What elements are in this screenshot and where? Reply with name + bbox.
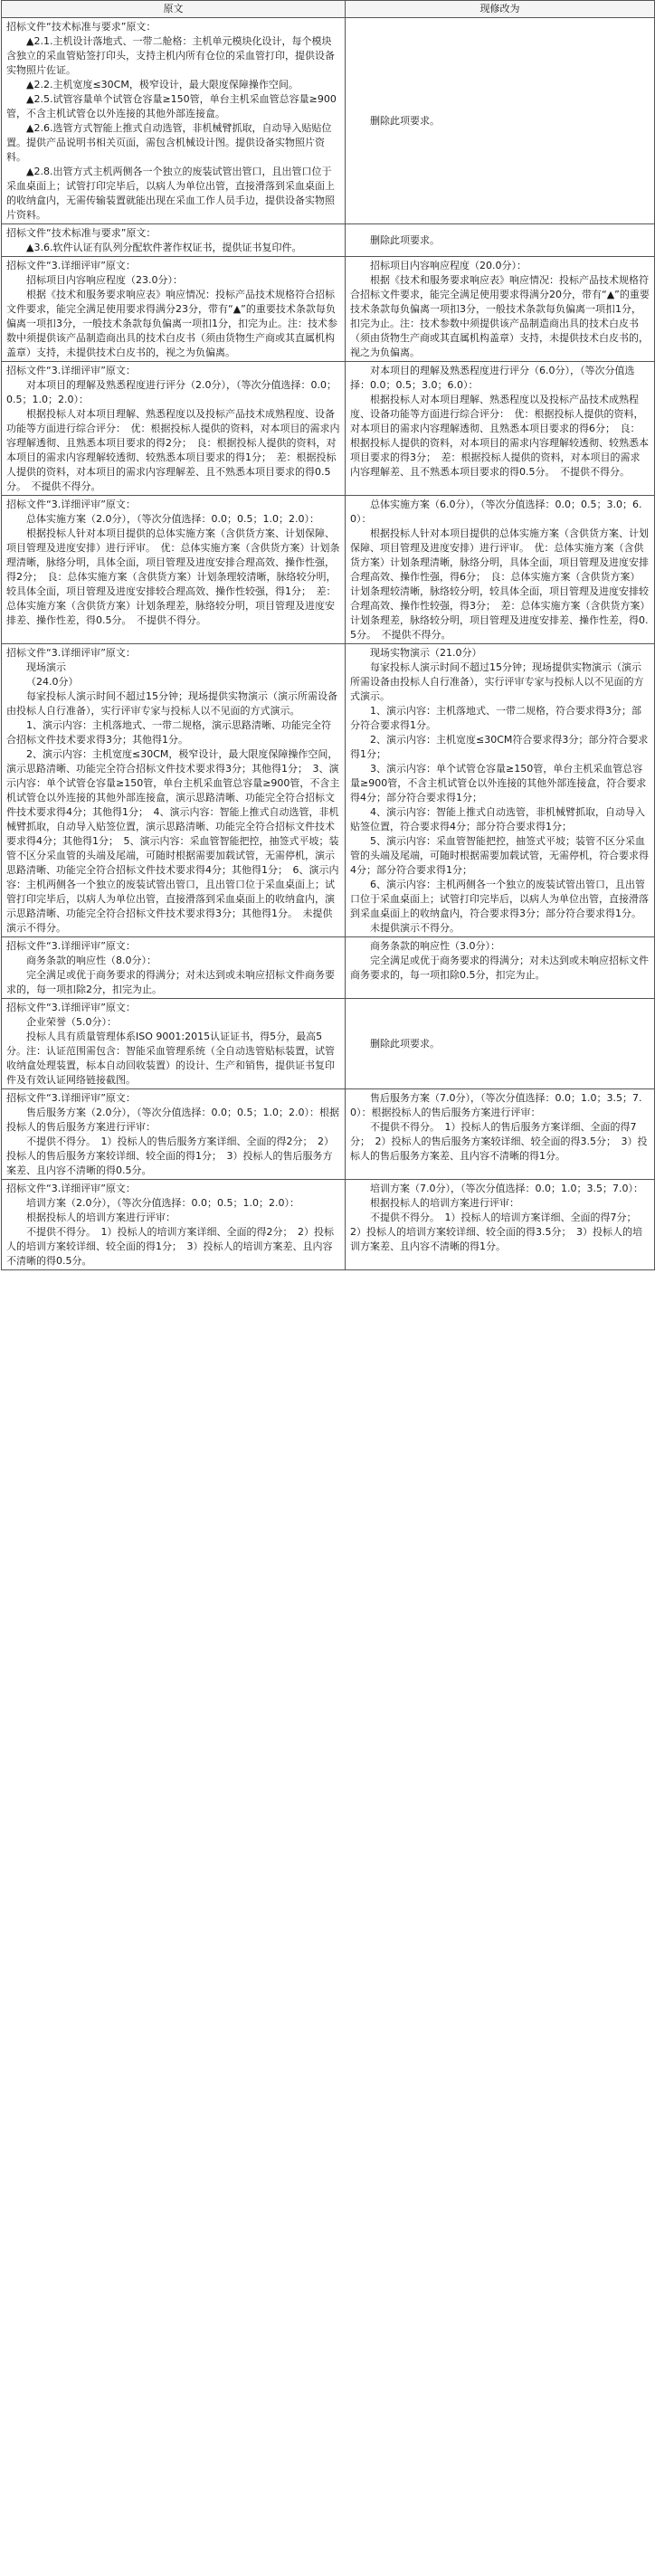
original-cell (2, 496, 346, 644)
original-cell (2, 937, 346, 999)
revised-paragraph: 根据投标人的培训方案进行评审： (370, 1197, 519, 1209)
original-paragraph: 招标文件“3.详细评审”原文： (6, 260, 136, 271)
table-row (2, 1180, 655, 1270)
revised-cell (346, 496, 655, 644)
original-cell (2, 362, 346, 496)
original-paragraph: ▲2.1.主机设计落地式、一带二舱格：主机单元模块化设计，每个模块含独立的采血管贴签打印头，支持主机内所有仓位的采血管打印，提供设备实物照片佐证。 (6, 35, 335, 76)
original-paragraph: 总体实施方案（2.0分），（等次分值选择：0.0；0.5；1.0；2.0）： (26, 513, 319, 525)
original-paragraph: 对本项目的理解及熟悉程度进行评分（2.0分），（等次分值选择：0.0；0.5；1.0；2.0）： (6, 379, 337, 405)
original-paragraph: 招标文件“技术标准与要求”原文： (6, 21, 157, 33)
original-paragraph: 招标文件“3.详细评审”原文： (6, 647, 136, 659)
original-paragraph: 1、演示内容：主机落地式、一带二规格，演示思路清晰、功能完全符合招标文件技术要求得3分；其他得1分。 (6, 719, 331, 746)
revised-paragraph: 根据投标人针对本项目提供的总体实施方案（含供货方案、计划保障、项目管理及进度安排）进行评审。 优：总体实施方案（含供货方案）计划条理清晰，脉络分明，具体全面，项目管理及进度安排合理高效、操作性强，得6分； 良：总体实施方案（含供货方案）计划条理较清晰，脉络较分明，较具体全面，项目管理及进度安排较合理高效、操作性较强，得3分； 差：总体实施方案（含供货方案）计划条理差，脉络较分明，项目管理及进度安排差、操作性差，得0.5分。 不提供不得分。 (350, 528, 649, 641)
original-paragraph: 招标文件“3.详细评审”原文： (6, 1002, 136, 1013)
original-paragraph: 每家投标人演示时间不超过15分钟；现场提供实物演示（演示所需设备由投标人自行准备），实行评审专家与投标人以不见面的方式演示。 (6, 690, 337, 717)
revised-paragraph: 完全满足或优于商务要求的得满分；对未达到或未响应招标文件商务要求的，每一项扣除0.5分，扣完为止。 (350, 955, 649, 981)
revised-paragraph: 培训方案（7.0分），（等次分值选择：0.0；1.0；3.5；7.0）： (370, 1183, 643, 1194)
revised-paragraph: 4、演示内容：智能上推式自动选管，非机械臂抓取，自动导入贴签位置，符合要求得4分；部分符合要求得1分； (350, 806, 645, 832)
table-row (2, 362, 655, 496)
original-paragraph: 企业荣誉（5.0分）： (26, 1016, 117, 1028)
revised-paragraph: 不提供不得分。 1）投标人的培训方案详细、全面的得7分； 2）投标人的培训方案较详细、较全面的得3.5分； 3）投标人的培训方案差、且内容不清晰的得1分。 (350, 1212, 642, 1252)
table-row (2, 496, 655, 644)
original-paragraph: 招标文件“3.详细评审”原文： (6, 940, 136, 952)
original-paragraph: 2、演示内容：主机宽度≤30CM，极窄设计，最大限度保障操作空间，演示思路清晰、功能完全符合招标文件技术要求得3分；其他得1分； 3、演示内容：单个试管仓容量≥150管，单台主机采血管总容量≥900管，不含主机试管仓以外连接的其他外部连接盒，演示思路清晰、功能完全符合招标文件技术要求得4分；其他得1分； 4、演示内容：智能上推式自动选管，非机械臂抓取，自动导入贴签位置，演示思路清晰、功能完全符合招标文件技术要求得4分；其他得1分； 5、演示内容：采血管智能把控，抽签式平坡；装管不区分采血管的头端及尾端，可随时根据需要加载试管，无需停机，演示思路清晰、功能完全符合招标文件技术要求得4分；其他得1分； 6、演示内容：主机两侧各一个独立的废装试管出管口，且出管口位于采血桌面上；试管打印完毕后，以病人为单位出管，直接滑落到采血桌面上的收纳盒内，演示思路清晰、功能完全符合招标文件技术要求得3分；其他得1分。 未提供演示不得分。 (6, 748, 340, 934)
revised-cell (346, 644, 655, 937)
revised-paragraph: 招标项目内容响应程度（20.0分）： (370, 260, 527, 271)
table-row (2, 1089, 655, 1180)
original-paragraph: ▲2.8.出管方式主机两侧各一个独立的废装试管出管口，且出管口位于采血桌面上；试管打印完毕后，以病人为单位出管，直接滑落到采血桌面上的收纳盒内，无需传输装置就能出现在采血工作人员手边，提供设备实物照片资料。 (6, 166, 335, 221)
revised-paragraph: 6、演示内容：主机两侧各一个独立的废装试管出管口，且出管口位于采血桌面上；试管打印完毕后，以病人为单位出管，直接滑落到采血桌面上的收纳盒内，符合要求得3分；部分符合要求得1分。 (350, 879, 649, 919)
table-row (2, 257, 655, 362)
revised-cell (346, 18, 655, 224)
revised-paragraph: 对本项目的理解及熟悉程度进行评分（6.0分），（等次分值选择：0.0；0.5；3.0；6.0）： (350, 365, 635, 391)
revised-paragraph: 不提供不得分。 1）投标人的售后服务方案详细、全面的得7分； 2）投标人的售后服务方案较详细、较全面的得3.5分； 3）投标人的售后服务方案差、且内容不清晰的得1分。 (350, 1121, 648, 1162)
revised-cell (346, 224, 655, 257)
revised-cell (346, 1180, 655, 1270)
original-paragraph: 根据《技术和服务要求响应表》响应情况：投标产品技术规格符合招标文件要求，能完全满足使用要求得满分23分，带有“▲”的重要技术条款每负偏离一项扣3分，一般技术条款每负偏离一项扣1分，扣完为止。注：技术参数中须提供该产品制造商出具的技术白皮书（须由货物生产商或其直属机构盖章）支持，未提供技术白皮书的，视之为负偏离。 (6, 289, 337, 358)
original-paragraph: ▲2.5.试管容量单个试管仓容量≥150管，单台主机采血管总容量≥900管，不含主机试管仓以外连接的其他外部连接盒。 (6, 93, 337, 119)
original-paragraph: 根据投标人的培训方案进行评审： (26, 1212, 176, 1223)
revised-cell (346, 362, 655, 496)
revised-paragraph: 2、演示内容：主机宽度≤30CM符合要求得3分；部分符合要求得1分； (350, 734, 649, 760)
revised-paragraph: 1、演示内容：主机落地式、一带二规格，符合要求得3分；部分符合要求得1分。 (350, 705, 641, 731)
original-paragraph: 不提供不得分。 1）投标人的售后服务方案详细、全面的得2分； 2）投标人的售后服务方案较详细、较全面的得1分； 3）投标人的售后服务方案差、且内容不清晰的得0.5分。 (6, 1136, 334, 1176)
header-original: 原文 (2, 1, 346, 18)
original-paragraph: ▲2.2.主机宽度≤30CM，极窄设计，最大限度保障操作空间。 (26, 79, 299, 90)
table-row (2, 999, 655, 1089)
original-paragraph: 根据投标人针对本项目提供的总体实施方案（含供货方案、计划保障、项目管理及进度安排）进行评审。 优：总体实施方案（含供货方案）计划条理清晰，脉络分明，具体全面，项目管理及进度安排合理高效、操作性强，得2分； 良：总体实施方案（含供货方案）计划条理较清晰，脉络较分明，较具体全面，项目管理及进度安排较合理高效、操作性较强，得1分； 差：总体实施方案（含供货方案）计划条理差，脉络较分明，项目管理及进度安排差、操作性差，得0.5分。 不提供不得分。 (6, 528, 340, 626)
revised-paragraph: 删除此项要求。 (370, 234, 440, 246)
original-paragraph: 现场演示 (26, 661, 66, 673)
revised-paragraph: 未提供演示不得分。 (370, 922, 460, 934)
original-paragraph: ▲3.6.软件认证有队列分配软件著作权证书，提供证书复印件。 (26, 242, 302, 253)
amendment-table (1, 0, 655, 1270)
original-paragraph: 投标人具有质量管理体系ISO 9001:2015认证证书，得5分，最高5分。注：认证范围需包含：智能采血管理系统（全自动选管贴标装置，试管收纳盒处理装置，标本自动回收装置）的设计、生产和销售，提供证书复印件及有效认证网络链接截图。 (6, 1031, 335, 1086)
revised-paragraph: 根据投标人对本项目理解、熟悉程度以及投标产品技术成熟程度、设备功能等方面进行综合评分： 优：根据投标人提供的资料，对本项目的需求内容理解透彻、且熟悉本项目要求的得6分； 良：根据投标人提供的资料，对本项目的需求内容理解较透彻、较熟悉本项目要求的得3分； 差：根据投标人提供的资料，对本项目的需求内容理解差、且不熟悉本项目要求的得0.5分。 不提供不得分。 (350, 394, 649, 478)
original-paragraph: 招标项目内容响应程度（23.0分）： (26, 274, 183, 286)
revised-paragraph: 删除此项要求。 (370, 115, 440, 127)
original-paragraph: 售后服务方案（2.0分），（等次分值选择：0.0；0.5；1.0；2.0）：根据投标人的售后服务方案进行评审： (6, 1107, 339, 1133)
original-cell (2, 257, 346, 362)
revised-paragraph: 每家投标人演示时间不超过15分钟；现场提供实物演示（演示所需设备由投标人自行准备），实行评审专家与投标人以不见面的方式演示。 (350, 661, 644, 702)
original-cell (2, 224, 346, 257)
original-paragraph: 招标文件“3.详细评审”原文： (6, 1092, 136, 1104)
revised-cell (346, 257, 655, 362)
original-paragraph: 招标文件“技术标准与要求”原文： (6, 227, 157, 239)
original-paragraph: 培训方案（2.0分），（等次分值选择：0.0；0.5；1.0；2.0）： (26, 1197, 299, 1209)
original-paragraph: 招标文件“3.详细评审”原文： (6, 365, 136, 376)
original-paragraph: 招标文件“3.详细评审”原文： (6, 1183, 136, 1194)
original-paragraph: 根据投标人对本项目理解、熟悉程度以及投标产品技术成熟程度、设备功能等方面进行综合评分： 优：根据投标人提供的资料，对本项目的需求内容理解透彻、且熟悉本项目要求的得2分； 良：根据投标人提供的资料，对本项目的需求内容理解较透彻、较熟悉本项目要求的得1分； 差：根据投标人提供的资料，对本项目的需求内容理解差、且不熟悉本项目要求的得0.5分。 不提供不得分。 (6, 408, 340, 492)
table-row (2, 18, 655, 224)
revised-cell (346, 937, 655, 999)
original-paragraph: 不提供不得分。 1）投标人的培训方案详细、全面的得2分； 2）投标人的培训方案较详细、较全面的得1分； 3）投标人的培训方案差、且内容不清晰的得0.5分。 (6, 1226, 334, 1267)
table-row (2, 644, 655, 937)
revised-paragraph: 删除此项要求。 (370, 1038, 440, 1050)
revised-paragraph: 3、演示内容：单个试管仓容量≥150管，单台主机采血管总容量≥900管，不含主机试管仓以外连接的其他外部连接盒，符合要求得4分；部分符合要求得1分； (350, 763, 647, 803)
original-paragraph: 完全满足或优于商务要求的得满分；对未达到或未响应招标文件商务要求的，每一项扣除2分，扣完为止。 (6, 969, 335, 995)
table-header-row (2, 1, 655, 18)
original-cell (2, 1180, 346, 1270)
revised-cell (346, 1089, 655, 1180)
revised-paragraph: 根据《技术和服务要求响应表》响应情况：投标产品技术规格符合招标文件要求，能完全满足使用要求得满分20分，带有“▲”的重要技术条款每负偏离一项扣3分，一般技术条款每负偏离一项扣1分，扣完为止。注：技术参数中须提供该产品制造商出具的技术白皮书（须由货物生产商或其直属机构盖章）支持，未提供技术白皮书的，视之为负偏离。 (350, 274, 650, 358)
original-paragraph: 招标文件“3.详细评审”原文： (6, 499, 136, 510)
original-paragraph: ▲2.6.选管方式智能上推式自动选管，非机械臂抓取，自动导入贴贴位置。提供产品说明书相关页面，需包含机械设计图。提供设备实物照片资料。 (6, 122, 332, 163)
revised-paragraph: 商务条款的响应性（3.0分）： (370, 940, 500, 952)
revised-paragraph: 售后服务方案（7.0分），（等次分值选择：0.0；1.0；3.5；7.0）：根据投标人的售后服务方案进行评审： (350, 1092, 642, 1118)
table-row (2, 224, 655, 257)
revised-paragraph: 现场实物演示（21.0分） (370, 647, 482, 659)
header-revised: 现修改为 (346, 1, 655, 18)
original-paragraph: 商务条款的响应性（8.0分）： (26, 955, 157, 966)
table-row (2, 937, 655, 999)
original-paragraph: （24.0分） (26, 676, 79, 688)
original-cell (2, 644, 346, 937)
revised-paragraph: 总体实施方案（6.0分），（等次分值选择：0.0；0.5；3.0；6.0）： (350, 499, 642, 525)
original-cell (2, 999, 346, 1089)
original-cell (2, 1089, 346, 1180)
original-cell (2, 18, 346, 224)
revised-cell (346, 999, 655, 1089)
revised-paragraph: 5、演示内容：采血管智能把控，抽签式平坡；装管不区分采血管的头端及尾端，可随时根据需要加载试管，无需停机，符合要求得4分；部分符合要求得1分； (350, 835, 649, 876)
